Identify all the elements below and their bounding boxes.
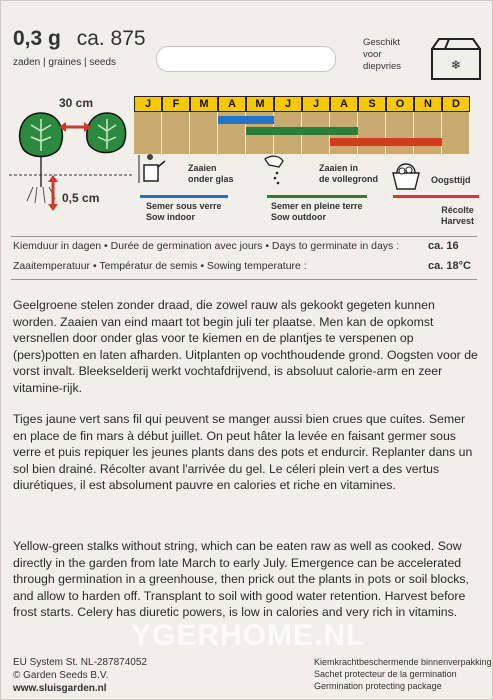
month-9: S <box>358 96 386 112</box>
copyright: © Garden Seeds B.V. <box>13 670 109 681</box>
depth-label: 0,5 cm <box>62 191 100 205</box>
month-10: O <box>386 96 414 112</box>
watermark: YGERHOME.NL <box>131 619 366 652</box>
hang-slot <box>156 46 336 72</box>
plant-left-icon <box>20 113 63 203</box>
month-cell-12 <box>442 112 470 154</box>
germination-days-value: ca. 16 <box>428 240 459 252</box>
description-fr: Tiges jaune vert sans fil qui peuvent se manger aussi bien crues que cuites. Semer en place de fin mars à début juillet. On peut hâter la levée en faisant germer sous verre et puis repiquer les jeunes plants dans des pots et endurcir. Replanter dans un sol bien drainé. Récolter avant l'arrivée du gel. Le céleri plein vert a des vertus diurétiques, il est absolument pauvre en calories et riche en vitamines. <box>13 412 473 492</box>
description-nl: Geelgroene stelen zonder draad, die zowel rauw als gekookt gegeten kunnen worden. Zaaien van eind maart tot begin juli ter plaatse. Men kan de opkomst versnellen door onder glas voor te kiemen en de plantjes te verspenen op (pers)potten en laten afharden. Uitplanten op vochthoudende grond. Oogsten voor de vorst invalt. Bleekselderij werkt vochtafdrijvend, is absoluut calorie-arm en zeer vitamine-rijk. <box>13 298 478 395</box>
month-1: J <box>134 96 162 112</box>
packet-header <box>13 27 156 68</box>
weight-line <box>13 27 156 51</box>
indoor-label-fr-en: Semer sous verre Sow indoor <box>146 201 222 222</box>
month-cell-9 <box>358 112 386 154</box>
outdoor-label-fr-en: Semer en pleine terre Sow outdoor <box>271 201 363 222</box>
harvest-label-nl: Oogsttijd <box>431 175 471 185</box>
germination-days-label: Kiemduur in dagen • Durée de germination avec jours • Days to germinate in days : <box>13 240 400 252</box>
plant-spacing-diagram <box>9 91 134 231</box>
sowing-temp-label: Zaaitemperatuur • Températur de semis • Sowing temperature : <box>13 260 307 272</box>
harvest-label-fr-en: Récolte Harvest <box>441 205 475 226</box>
seed-words: zaden | graines | seeds <box>13 57 117 68</box>
month-11: N <box>414 96 442 112</box>
harvest-legend-line <box>393 195 479 198</box>
month-5: M <box>246 96 274 112</box>
description-en: Yellow-green stalks without string, which can be eaten raw as well as cooked. Sow directly in the garden from late March to early July. Emergence can be accelerated through germination in a greenhouse, then prick out the plants in pots or soil blocks, and allow to harden off. Transplant to soil with good water retention. Harvest before frost starts. Celery has diuretic powers, is low in calories and very rich in vitamins. <box>13 539 469 619</box>
month-12: D <box>442 96 470 112</box>
month-cell-10 <box>386 112 414 154</box>
seed-weight: 0,3 g <box>13 27 61 50</box>
month-cell-2 <box>162 112 190 154</box>
footer-right: Kiemkrachtbeschermende binnenverpakking Sachet protecteur de la germination Germination protecting package <box>314 657 492 691</box>
outdoor-label-nl: Zaaien in de vollegrond <box>319 163 379 184</box>
month-2: F <box>162 96 190 112</box>
calendar-grid <box>134 112 470 154</box>
plant-right-icon <box>87 113 126 153</box>
month-cell-3 <box>190 112 218 154</box>
outdoor-legend-line <box>267 195 367 198</box>
month-7: J <box>302 96 330 112</box>
hand-sowing-icon <box>263 153 293 187</box>
spacing-label: 30 cm <box>59 96 94 110</box>
eu-system-number: EU System St. NL-287874052 <box>13 657 147 668</box>
month-6: J <box>274 96 302 112</box>
sow-outdoor-bar <box>246 127 358 135</box>
month-cell-1 <box>134 112 162 154</box>
website-link[interactable]: www.sluisgarden.nl <box>13 683 107 694</box>
watering-can-icon <box>136 153 166 185</box>
footer-left <box>13 656 147 695</box>
sow-indoor-bar <box>218 116 274 124</box>
divider-bottom <box>11 279 477 280</box>
freezer-icon <box>429 35 483 81</box>
harvest-bar <box>330 138 442 146</box>
sowing-temp-value: ca. 18°C <box>428 260 471 272</box>
month-4: A <box>218 96 246 112</box>
month-cell-11 <box>414 112 442 154</box>
month-8: A <box>330 96 358 112</box>
month-row <box>134 96 470 112</box>
harvest-basket-icon <box>389 157 423 191</box>
sowing-calendar <box>134 96 470 154</box>
svg-text:❄: ❄ <box>450 58 462 72</box>
divider-top <box>11 236 477 237</box>
seed-count: ca. 875 <box>76 27 146 50</box>
indoor-legend-line <box>140 195 228 198</box>
indoor-label-nl: Zaaien onder glas <box>188 163 234 184</box>
month-3: M <box>190 96 218 112</box>
freezer-text: Geschikt voor diepvries <box>363 37 402 72</box>
